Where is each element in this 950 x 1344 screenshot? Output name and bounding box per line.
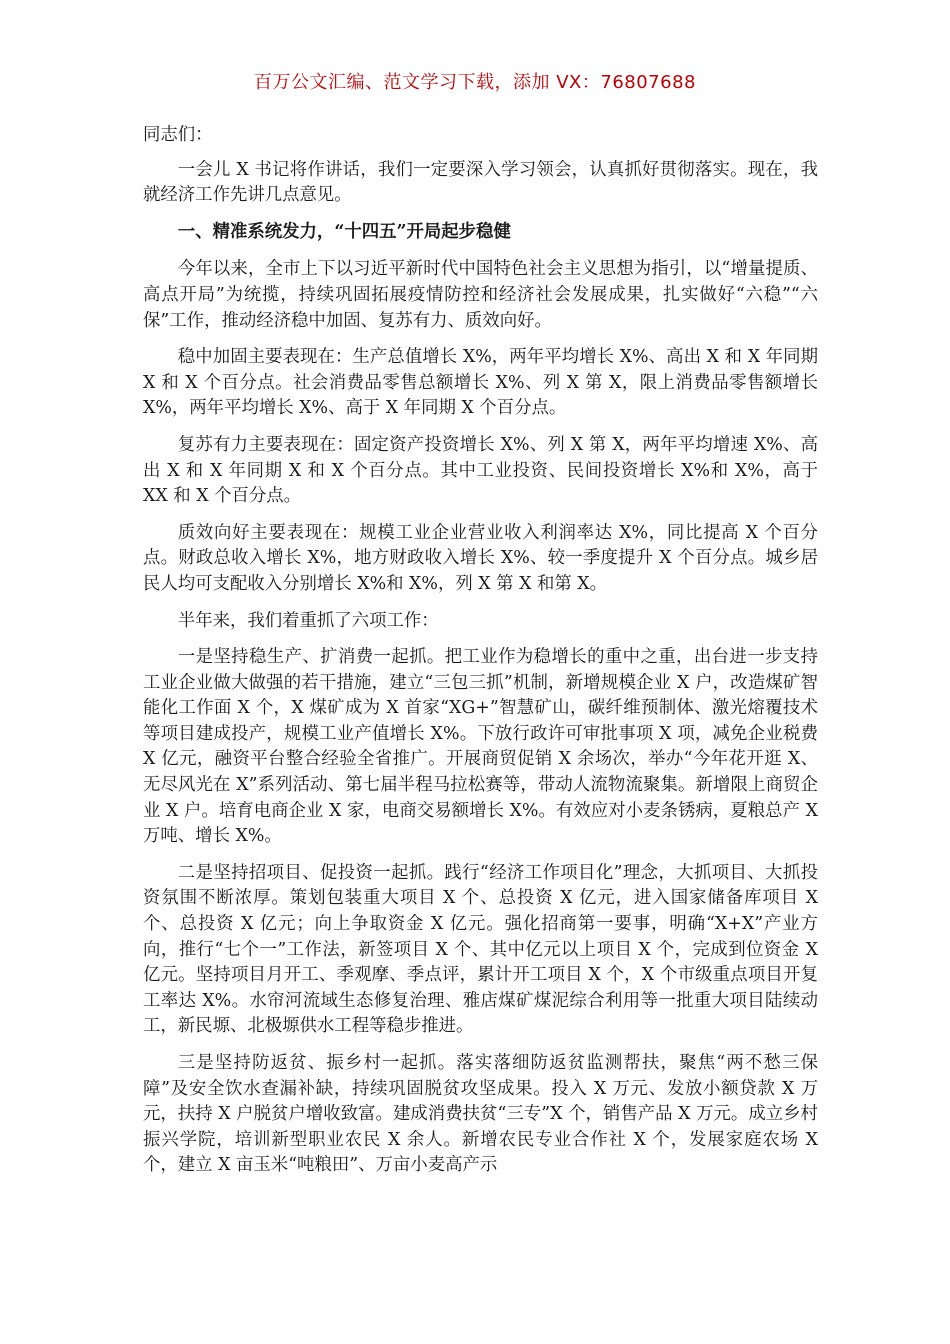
paragraph-task-three: 三是坚持防返贫、振乡村一起抓。落实落细防返贫监测帮扶，聚焦“两不愁三保障”及安全饮水查漏补缺，持续巩固脱贫攻坚成果。投入 X 万元、发放小额贷款 X 万元，扶持 X 户脱贫户增收致富。建成消费扶贫“三专”X 个，销售产品 X 万元。成立乡村振兴学院，培训新型职业农民 X 余人。新增农民专业合作社 X 个，发展家庭农场 X 个，建立 X 亩玉米“吨粮田”、万亩小麦高产示 bbox=[143, 1053, 818, 1176]
paragraph-overview: 今年以来，全市上下以习近平新时代中国特色社会主义思想为指引，以“增量提质、高点开局”为统揽，持续巩固拓展疫情防控和经济社会发展成果，扎实做好“六稳”“六保”工作，推动经济稳中加固、复苏有力、质效向好。 bbox=[143, 259, 818, 331]
paragraph-intro: 一会儿 X 书记将作讲话，我们一定要深入学习领会，认真抓好贯彻落实。现在，我就经济工作先讲几点意见。 bbox=[143, 159, 818, 206]
speech-body bbox=[143, 123, 818, 1190]
paragraph-quality: 质效向好主要表现在：规模工业企业营业收入利润率达 X%，同比提高 X 个百分点。财政总收入增长 X%，地方财政收入增长 X%、较一季度提升 X 个百分点。城乡居民人均可支配收入分别增长 X%和 X%，列 X 第 X 和第 X。 bbox=[143, 522, 818, 594]
section-heading: 一、精准系统发力，“十四五”开局起步稳健 bbox=[177, 221, 511, 242]
download-banner: 百万公文汇编、范文学习下载，添加 VX：76807688 bbox=[254, 72, 696, 93]
paragraph-stability: 稳中加固主要表现在：生产总值增长 X%，两年平均增长 X%、高出 X 和 X 年同期 X 和 X 个百分点。社会消费品零售总额增长 X%、列 X 第 X，限上消费品零售额增长 X%，两年平均增长 X%、高于 X 年同期 X 个百分点。 bbox=[143, 347, 818, 419]
paragraph-task-one: 一是坚持稳生产、扩消费一起抓。把工业作为稳增长的重中之重，出台进一步支持工业企业做大做强的若干措施，建立“三包三抓”机制，新增规模企业 X 户，改造煤矿智能化工作面 X 个，X 煤矿成为 X 首家“XG+”智慧矿山，碳纤维预制体、激光熔覆技术等项目建成投产，规模工业产值增长 X%。下放行政许可审批事项 X 项，减免企业税费 X 亿元，融资平台整合经验全省推广。开展商贸促销 X 余场次，举办“今年花开逛 X、无尽风光在 X”系列活动、第七届半程马拉松赛等，带动人流物流聚集。新增限上商贸企业 X 户。培育电商企业 X 家，电商交易额增长 X%。有效应对小麦条锈病，夏粮总产 X 万吨、增长 X%。 bbox=[143, 647, 818, 847]
paragraph-six-tasks: 半年来，我们着重抓了六项工作： bbox=[177, 610, 439, 631]
greeting: 同志们： bbox=[143, 125, 213, 145]
paragraph-task-two: 二是坚持招项目、促投资一起抓。践行“经济工作项目化”理念，大抓项目、大抓投资氛围不断浓厚。策划包装重大项目 X 个、总投资 X 亿元，进入国家储备库项目 X 个、总投资 X 亿元；向上争取资金 X 亿元。强化招商第一要事，明确“X+X”产业方向，推行“七个一”工作法，新签项目 X 个、其中亿元以上项目 X 个，完成到位资金 X 亿元。坚持项目月开工、季观摩、季点评，累计开工项目 X 个，X 个市级重点项目开复工率达 X%。水帘河流域生态修复治理、雅店煤矿煤泥综合利用等一批重大项目陆续动工，新民塬、北极塬供水工程等稳步推进。 bbox=[143, 862, 818, 1037]
paragraph-recovery: 复苏有力主要表现在：固定资产投资增长 X%、列 X 第 X，两年平均增速 X%、高出 X 和 X 年同期 X 和 X 个百分点。其中工业投资、民间投资增长 X%和 X%，高于 XX 和 X 个百分点。 bbox=[143, 434, 818, 507]
